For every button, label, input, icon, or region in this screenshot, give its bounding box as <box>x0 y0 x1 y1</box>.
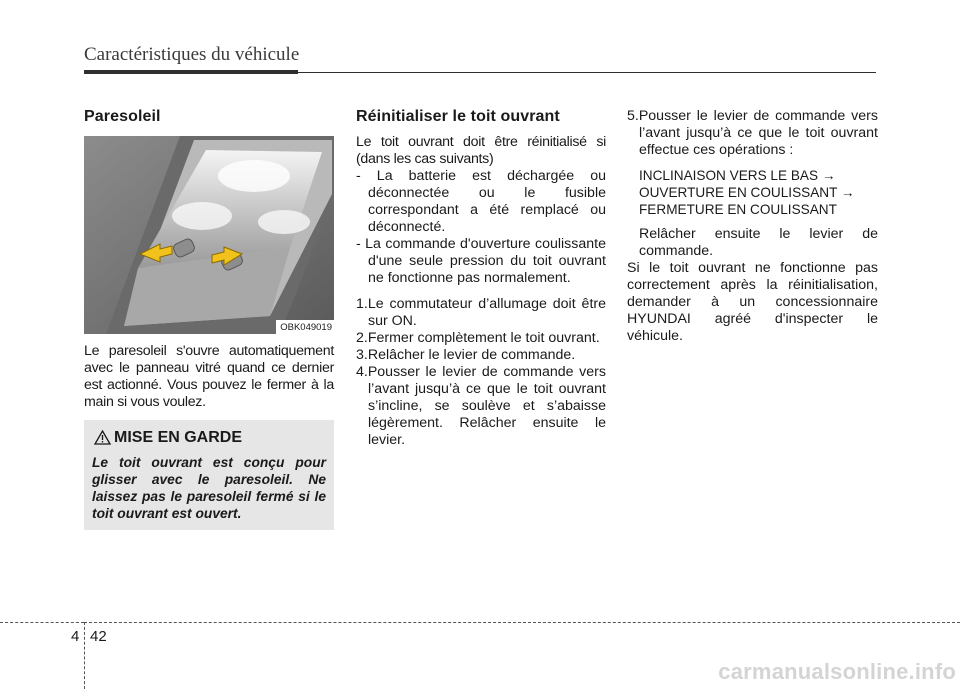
sunroof-illustration <box>84 136 334 334</box>
header-rule-thick <box>84 70 298 74</box>
column-reset <box>356 108 606 449</box>
operation-sequence <box>627 167 878 218</box>
reset-step-2: 2.Fermer complètement le toit ouvrant. <box>356 330 600 346</box>
sequence-line-1: INCLINAISON VERS LE BAS → <box>639 168 836 183</box>
warning-title: MISE EN GARDE <box>114 429 243 446</box>
reset-case-switch: - La commande d'ouverture coulissante d'une seule pression du toit ouvrant ne fonctionne pas normalement. <box>356 236 606 286</box>
sequence-line-3: FERMETURE EN COULISSANT <box>639 202 837 217</box>
warning-box <box>84 420 334 530</box>
footer-rule-right <box>84 622 960 623</box>
reset-step-4: 4.Pousser le levier de commande vers l’avant jusqu’à ce que le toit ouvrant s’incline, se soulève et s’abaisse légèrement. Relâcher ensuite le levier. <box>356 364 606 448</box>
warning-triangle-icon <box>94 430 111 445</box>
page-section-number: 4 <box>71 628 80 645</box>
section-heading-reset: Réinitialiser le toit ouvrant <box>356 108 560 125</box>
reset-step-3: 3.Relâcher le levier de commande. <box>356 347 576 363</box>
warning-text: Le toit ouvrant est conçu pour glisser avec le paresoleil. Ne laissez pas le paresoleil fermé si le toit ouvrant est ouvert. <box>92 455 326 521</box>
sequence-line-2: OUVERTURE EN COULISSANT → <box>639 185 855 200</box>
reset-step-5: 5.Pousser le levier de commande vers l’avant jusqu’à ce que le toit ouvrant effectue ces opérations : <box>627 108 878 158</box>
column-sunshade <box>84 108 334 411</box>
reset-step-1: 1.Le commutateur d’allumage doit être sur ON. <box>356 296 606 329</box>
column-reset-continued <box>627 108 878 345</box>
sunshade-paragraph: Le paresoleil s'ouvre automatiquement avec le panneau vitré quand ce dernier est actionné. Vous pouvez le fermer à la main si vous voulez. <box>84 343 334 410</box>
image-code: OBK049019 <box>276 320 334 334</box>
header-rule-thin <box>298 72 876 73</box>
watermark: carmanualsonline.info <box>718 659 956 684</box>
final-advice: Si le toit ouvrant ne fonctionne pas correctement après la réinitialisation, demander à un concessionnaire HYUNDAI agréé d'inspecter le véhicule. <box>627 260 878 344</box>
release-instruction: Relâcher ensuite le levier de commande. <box>639 226 878 259</box>
section-heading-sunshade: Paresoleil <box>84 108 161 125</box>
reset-intro: Le toit ouvrant doit être réinitialisé si (dans les cas suivants) <box>356 134 606 167</box>
reset-case-battery: - La batterie est déchargée ou déconnectée ou le fusible correspondant a été remplacé ou déconnecté. <box>356 168 606 235</box>
footer-divider <box>84 622 85 689</box>
footer-rule-left <box>0 622 84 623</box>
sunroof-photo <box>84 136 334 334</box>
page-header-title: Caractéristiques du véhicule <box>84 44 300 65</box>
page-number: 42 <box>90 628 107 645</box>
